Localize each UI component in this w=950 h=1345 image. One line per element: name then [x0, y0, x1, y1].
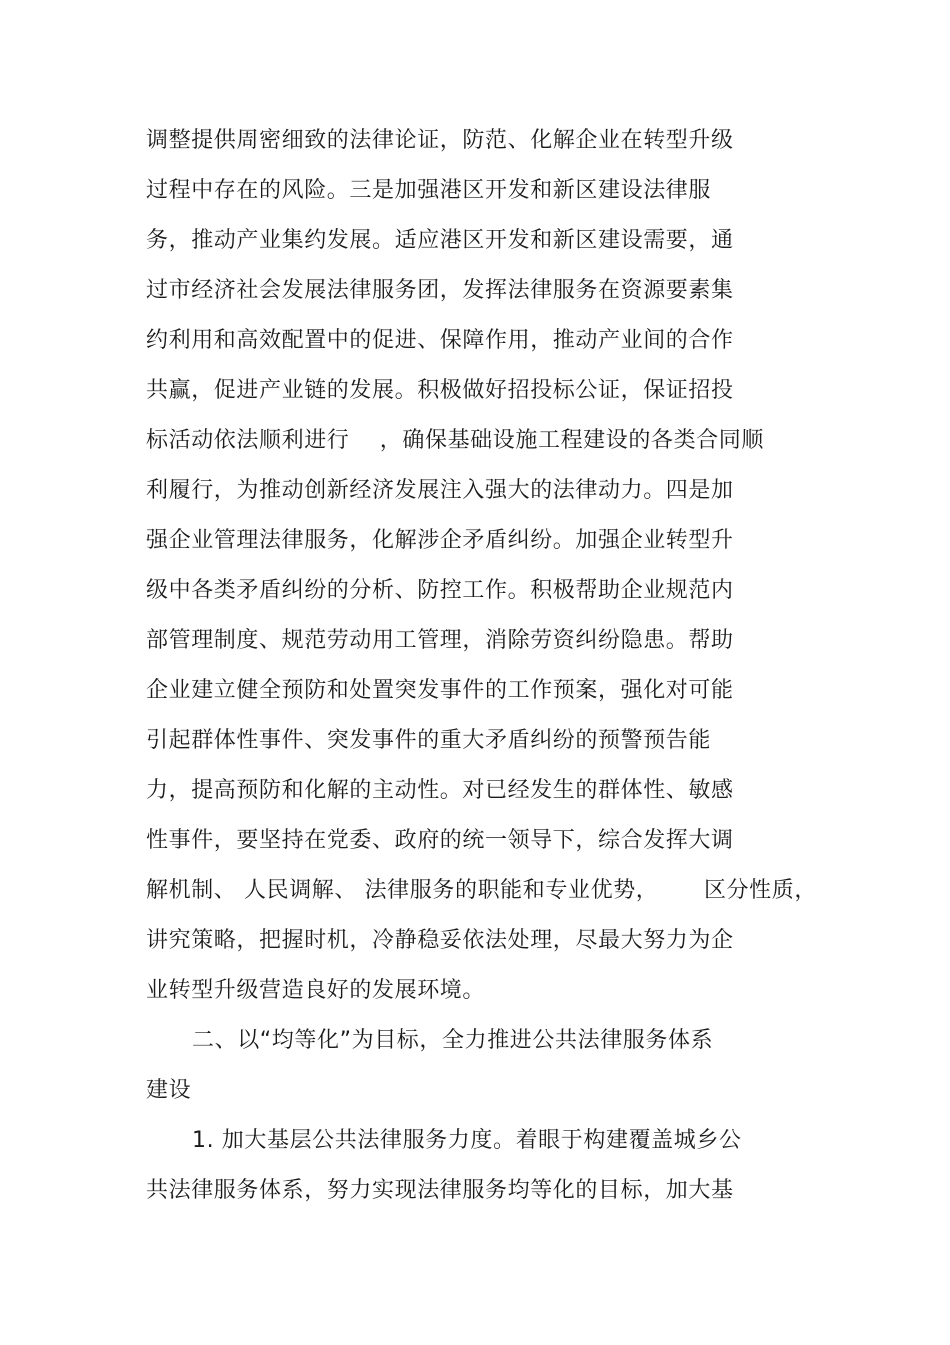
- text-line: 讲究策略，把握时机，冷静稳妥依法处理，尽最大努力为企: [146, 928, 734, 953]
- text-line: 性事件，要坚持在党委、政府的统一领导下，综合发挥大调: [146, 828, 734, 853]
- text-line: 共赢，促进产业链的发展。积极做好招投标公证，保证招投: [146, 378, 734, 403]
- text-line: 务，推动产业集约发展。适应港区开发和新区建设需要，通: [146, 228, 734, 253]
- text-line: 力，提高预防和化解的主动性。对已经发生的群体性、敏感: [146, 778, 734, 803]
- text-line: 调整提供周密细致的法律论证，防范、化解企业在转型升级: [146, 128, 734, 153]
- text-line: 过市经济社会发展法律服务团，发挥法律服务在资源要素集: [146, 278, 734, 303]
- text-line: 约利用和高效配置中的促进、保障作用，推动产业间的合作: [146, 328, 734, 353]
- text-line: 级中各类矛盾纠纷的分析、防控工作。积极帮助企业规范内: [146, 578, 734, 603]
- section-heading: 二、以“均等化”为目标，全力推进公共法律服务体系: [192, 1028, 714, 1053]
- text-line: 过程中存在的风险。三是加强港区开发和新区建设法律服: [146, 178, 712, 203]
- text-line: 标活动依法顺利进行 ，确保基础设施工程建设的各类合同顺: [146, 428, 764, 453]
- section-heading-continued: 建设: [146, 1078, 192, 1103]
- text-line: 业转型升级营造良好的发展环境。: [146, 978, 486, 1003]
- text-line: 企业建立健全预防和处置突发事件的工作预案，强化对可能: [146, 678, 734, 703]
- text-line: 1. 加大基层公共法律服务力度。着眼于构建覆盖城乡公: [192, 1128, 742, 1153]
- text-line: 部管理制度、规范劳动用工管理，消除劳资纠纷隐患。帮助: [146, 628, 734, 653]
- text-line: 共法律服务体系，努力实现法律服务均等化的目标，加大基: [146, 1178, 734, 1203]
- text-line: 引起群体性事件、突发事件的重大矛盾纠纷的预警预告能: [146, 728, 712, 753]
- text-line: 强企业管理法律服务，化解涉企矛盾纠纷。加强企业转型升: [146, 528, 734, 553]
- text-line: 解机制、 人民调解、 法律服务的职能和专业优势， 区分性质，: [146, 878, 817, 903]
- text-line: 利履行，为推动创新经济发展注入强大的法律动力。四是加: [146, 478, 734, 503]
